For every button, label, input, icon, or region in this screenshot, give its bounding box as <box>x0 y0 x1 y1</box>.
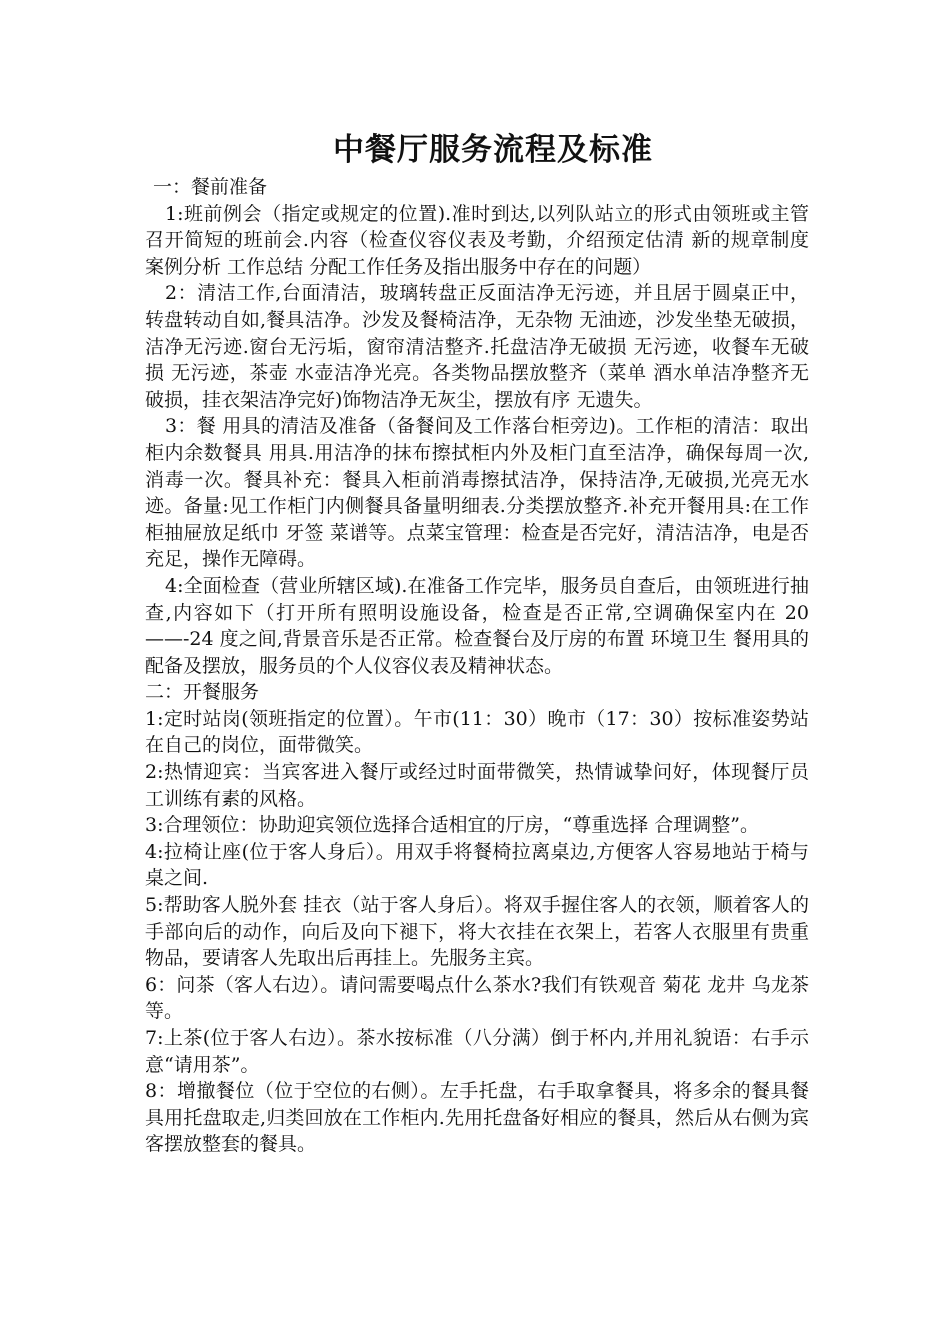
paragraph-greeting: 2:热情迎宾：当宾客进入餐厅或经过时面带微笑，热情诚挚问好，体现餐厅员工训练有素的风格。 <box>145 761 809 810</box>
paragraph-cleaning: 2：清洁工作,台面清洁，玻璃转盘正反面洁净无污迹，并且居于圆桌正中，转盘转动自如,餐具洁净。沙发及餐椅洁净，无杂物 无油迹，沙发坐垫无破损，洁净无污迹.窗台无污垢，窗帘清洁整齐.托盘洁净无破损 无污迹，收餐车无破损 无污迹，茶壶 水壶洁净光亮。各类物品摆放整齐（菜单 酒水单洁净整齐无破损，挂衣架洁净完好)饰物洁净无灰尘，摆放有序 无遗失。 <box>145 282 809 411</box>
paragraph-briefing: 1:班前例会（指定或规定的位置).准时到达,以列队站立的形式由领班或主管召开简短的班前会.内容（检查仪容仪表及考勤，介绍预定估清 新的规章制度 案例分析 工作总结 分配工作任务及指出服务中存在的问题） <box>145 202 809 278</box>
document-body <box>145 174 809 1158</box>
paragraph-chair: 4:拉椅让座(位于客人身后）。用双手将餐椅拉离桌边,方便客人容易地站于椅与桌之间. <box>145 840 809 890</box>
paragraph-tea-serve: 7:上茶(位于客人右边）。茶水按标准（八分满）倒于杯内,并用礼貌语：右手示意“请用茶”。 <box>145 1027 809 1076</box>
section-heading-prep: 一：餐前准备 <box>153 176 268 198</box>
paragraph-place-settings: 8：增撤餐位（位于空位的右侧）。左手托盘，右手取拿餐具，将多余的餐具餐具用托盘取走,归类回放在工作柜内.先用托盘备好相应的餐具，然后从右侧为宾客摆放整套的餐具。 <box>145 1080 809 1156</box>
paragraph-coat: 5:帮助客人脱外套 挂衣（站于客人身后）。将双手握住客人的衣领，顺着客人的手部向后的动作，向后及向下褪下，将大衣挂在衣架上，若客人衣服里有贵重物品，要请客人先取出后再挂上。先服务主宾。 <box>145 894 809 970</box>
section-heading-service: 二：开餐服务 <box>145 681 260 704</box>
paragraph-utensils: 3：餐 用具的清洁及准备（备餐间及工作落台柜旁边)。工作柜的清洁：取出柜内余数餐具 用具.用洁净的抹布擦拭柜内外及柜门直至洁净，确保每周一次,消毒一次。餐具补充：餐具入柜前消毒擦拭洁净，保持洁净,无破损,光亮无水迹。备量:见工作柜门内侧餐具备量明细表.分类摆放整齐.补充开餐用具:在工作柜抽屉放足纸巾 牙签 菜谱等。点菜宝管理：检查是否完好，清洁洁净，电是否充足，操作无障碍。 <box>145 415 809 571</box>
paragraph-standby: 1:定时站岗(领班指定的位置）。午市(11：30）晚市（17：30）按标准姿势站在自己的岗位，面带微笑。 <box>145 707 809 757</box>
paragraph-tea-ask: 6：问茶（客人右边）。请问需要喝点什么茶水?我们有铁观音 菊花 龙井 乌龙茶等。 <box>145 973 809 1023</box>
paragraph-seating-guide: 3:合理领位：协助迎宾领位选择合适相宜的厅房，“尊重选择 合理调整”。 <box>145 814 759 837</box>
document-title: 中餐厅服务流程及标准 <box>333 132 653 168</box>
paragraph-inspection: 4:全面检查（营业所辖区域).在准备工作完毕，服务员自查后，由领班进行抽查,内容如下（打开所有照明设施设备，检查是否正常,空调确保室内在 20——-24 度之间,背景音乐是否正常。检查餐台及厅房的布置 环境卫生 餐用具的配备及摆放，服务员的个人仪容仪表及精神状态。 <box>145 574 809 677</box>
